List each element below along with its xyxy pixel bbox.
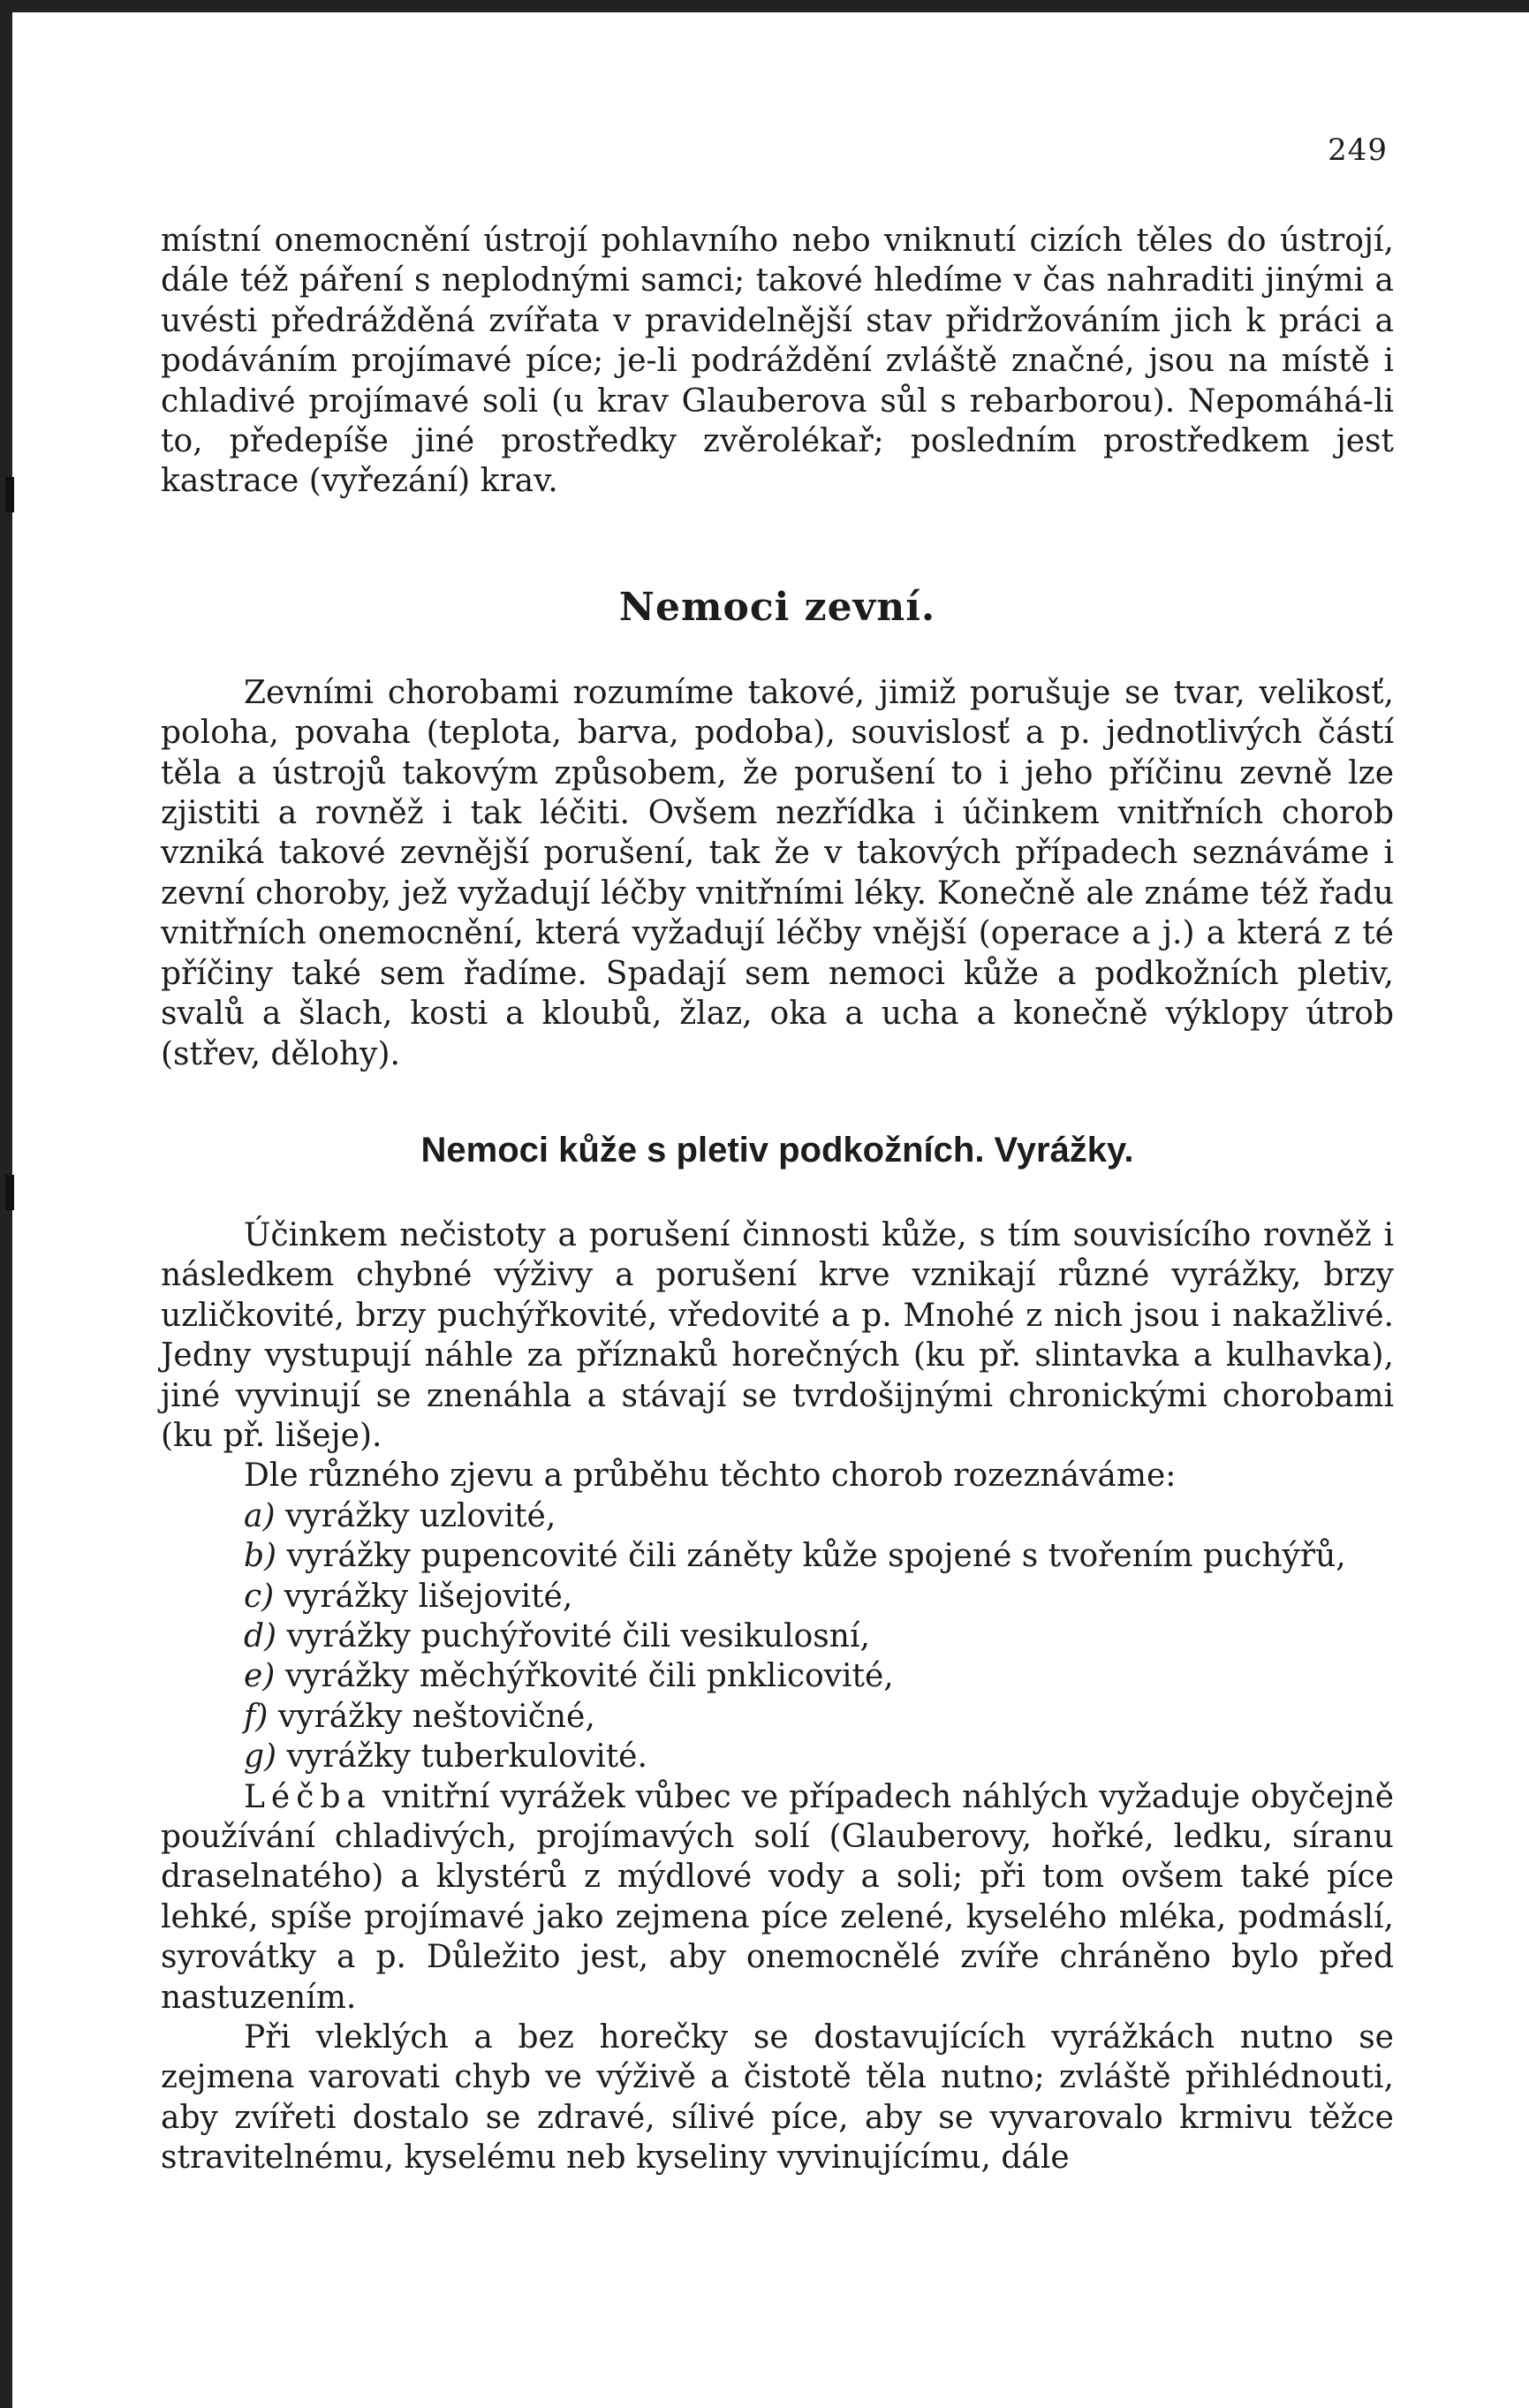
scan-edge-mark bbox=[5, 1175, 14, 1210]
list-item bbox=[244, 1617, 1394, 1656]
list-item bbox=[244, 1656, 1394, 1696]
section1-paragraph: Zevními chorobami rozumíme takové, jimiž porušuje se tvar, velikosť, poloha, povaha (teplota, barva, podoba), souvislosť a p. jednotlivých částí těla a ústrojů takovým způsobem, že porušení to i jeho příčinu zevně lze zjistiti a rovněž i tak léčiti. Ovšem nezřídka i účinkem vnitřních chorob vzniká takové zevnější porušení, tak že v takových případech seznáváme i zevní choroby, jež vyžadují léčby vnitřními léky. Konečně ale známe též řadu vnitřních onemocnění, která vyžadují léčby vnější (operace a j.) a která z té příčiny také sem řadíme. Spadají sem nemoci kůže a podkožních pletiv, svalů a šlach, kosti a kloubů, žlaz, oka a ucha a konečně výklopy útrob (střev, dělohy). bbox=[161, 674, 1394, 1072]
list-item-text: vyrážky měchýřkovité čili pnklicovité, bbox=[284, 1658, 894, 1695]
section2-paragraph-1: Účinkem nečistoty a porušení činnosti kůže, s tím souvisícího rovněž i následkem chybné výživy a porušení krve vznikají různé vyrážky, brzy uzličkovité, brzy puchýřkovité, vředovité a p. Mnohé z nich jsou i nakažlivé. Jedny vystupují náhle za příznaků horečných (ku př. slintavka a kulhavka), jiné vyvinují se znenáhla a stávají se tvrdošijnými chronickými chorobami (ku př. lišeje). bbox=[161, 1216, 1394, 1454]
page-number: 249 bbox=[1328, 133, 1388, 168]
list-item-text: vyrážky lišejovité, bbox=[284, 1578, 573, 1615]
list-item-letter: b) bbox=[244, 1538, 277, 1575]
list-item-letter: c) bbox=[244, 1578, 275, 1615]
list-item bbox=[244, 1737, 1394, 1776]
section-heading-nemoci-zevni: Nemoci zevní. bbox=[618, 584, 936, 630]
list-item-text: vyrážky pupencovité čili záněty kůže spojené s tvořením puchýřů, bbox=[286, 1538, 1346, 1575]
intro-paragraph: místní onemocnění ústrojí pohlavního nebo vniknutí cizích těles do ústrojí, dále též páření s neplodnými samci; takové hledíme v čas nahraditi jinými a uvésti předrážděná zvířata v pravidelnější stav přidržováním jich k práci a podáváním projímavé píce; je-li podráždění zvláště značné, jsou na místě i chladivé projímavé soli (u krav Glauberova sůl s rebarborou). Nepomáhá-li to, předepíše jiné prostředky zvěrolékař; posledním prostředkem jest kastrace (vyřezání) krav. bbox=[161, 223, 1394, 500]
scan-edge-mark bbox=[5, 477, 14, 512]
section-heading-nemoci-kuze: Nemoci kůže s pletiv podkožních. Vyrážky. bbox=[420, 1130, 1134, 1170]
list-item bbox=[244, 1536, 1394, 1576]
page-body bbox=[161, 133, 1394, 2178]
list-item bbox=[244, 1697, 1394, 1737]
list-item-text: vyrážky neštovičné, bbox=[277, 1698, 595, 1735]
list-item-letter: d) bbox=[244, 1617, 277, 1655]
scan-top-border bbox=[0, 0, 1529, 12]
list-item-letter: e) bbox=[244, 1658, 276, 1695]
list-item-text: vyrážky tuberkulovité. bbox=[286, 1738, 647, 1776]
list-item-letter: a) bbox=[244, 1497, 276, 1534]
last-paragraph: Při vleklých a bez horečky se dostavujících vyrážkách nutno se zejmena varovati chyb ve výživě a čistotě těla nutno; zvláště přihlédnouti, aby zvířeti dostalo se zdravé, sílivé píce, aby se vyvarovalo krmivu těžce stravitelnému, kyselému neb kyseliny vyvinujícímu, dále bbox=[161, 2019, 1394, 2177]
lecba-paragraph bbox=[161, 1777, 1394, 2018]
lecba-text: vnitřní vyrážek vůbec ve případech náhlých vyžaduje obyčejně používání chladivých, projímavých solí (Glauberovy, hořké, ledku, síranu draselnatého) a klystérů z mýdlové vody a soli; při tom ovšem také píce lehké, spíše projímavé jako zejmena píce zelené, kyselého mléka, podmáslí, syrovátky a p. Důležito jest, aby onemocnělé zvíře chráněno bylo před nastuzením. bbox=[161, 1778, 1394, 2016]
section2-paragraph-2: Dle různého zjevu a průběhu těchto chorob rozeznáváme: bbox=[244, 1458, 1177, 1495]
list-item-letter: g) bbox=[244, 1738, 277, 1776]
lecba-word: Léčba bbox=[244, 1778, 372, 1815]
list-item-text: vyrážky puchýřovité čili vesikulosní, bbox=[286, 1617, 870, 1655]
list-item-letter: f) bbox=[244, 1698, 269, 1735]
rash-types-list bbox=[161, 1496, 1394, 1777]
list-item bbox=[244, 1496, 1394, 1536]
list-item-text: vyrážky uzlovité, bbox=[284, 1497, 556, 1534]
list-item bbox=[244, 1577, 1394, 1617]
